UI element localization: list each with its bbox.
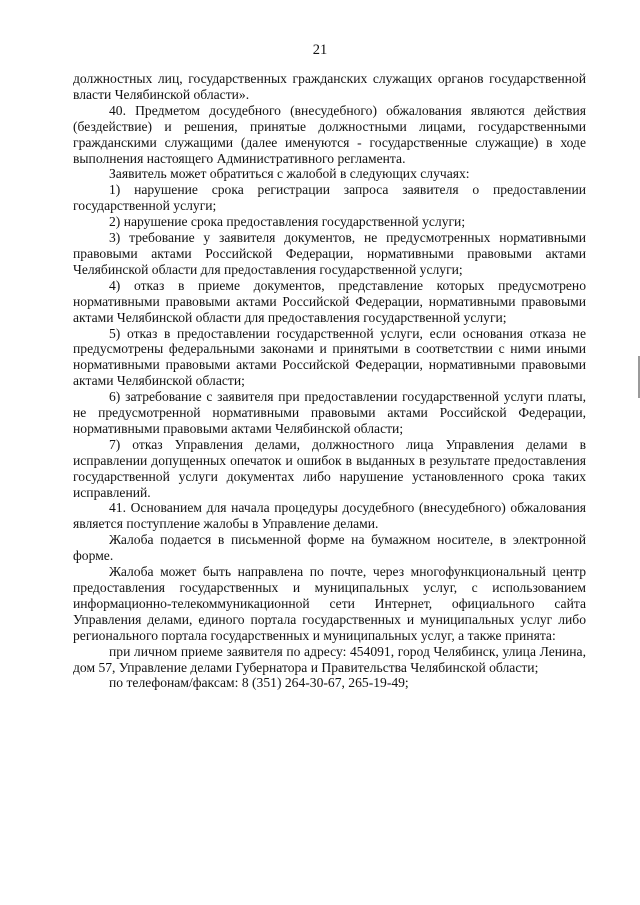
list-item-4: 4) отказ в приеме документов, представление которых предусмотрено нормативными правовыми актами Российской Федерации, нормативными правовыми актами Челябинской области для предоставления государственной услуги;	[73, 277, 586, 325]
paragraph-p03: Заявитель может обратиться с жалобой в следующих случаях:	[109, 166, 470, 182]
paragraph-p11: 41. Основанием для начала процедуры досудебного (внесудебного) обжалования является поступление жалобы в Управление делами.	[73, 500, 586, 532]
paragraph-p02: 40. Предметом досудебного (внесудебного) обжалования являются действия (бездействие) и решения, принятые должностными лицами, государственными гражданскими служащими (далее именуются - государственные служащие) в ходе выполнения настоящего Административного регламента.	[73, 102, 586, 166]
list-item-3: 3) требование у заявителя документов, не предусмотренных нормативными правовыми актами Российской Федерации, нормативными правовыми актами Челябинской области для предоставления государственной услуги;	[73, 230, 586, 277]
page-number: 21	[312, 42, 328, 58]
list-item-7: 7) отказ Управления делами, должностного лица Управления делами в исправлении допущенных опечаток и ошибок в выданных в результате предоставления государственной услуги документах либо нарушение установленного срока таких исправлений.	[73, 436, 586, 500]
paragraph-p15: по телефонам/факсам: 8 (351) 264-30-67, 265-19-49;	[109, 675, 409, 691]
list-item-5: 5) отказ в предоставлении государственной услуги, если основания отказа не предусмотрены федеральными законами и принятыми в соответствии с ними иными нормативными правовыми актами Российской Федерации, нормативными правовыми актами Челябинской области;	[73, 325, 586, 389]
list-item-2: 2) нарушение срока предоставления государственной услуги;	[109, 214, 466, 230]
list-item-6: 6) затребование с заявителя при предоставлении государственной услуги платы, не предусмотренной нормативными правовыми актами Российской Федерации, нормативными правовыми актами Челябинской области;	[73, 389, 586, 436]
paragraph-p14: при личном приеме заявителя по адресу: 454091, город Челябинск, улица Ленина, дом 57, Управление делами Губернатора и Правительства Челябинской области;	[73, 643, 586, 675]
list-item-1: 1) нарушение срока регистрации запроса заявителя о предоставлении государственной услуги;	[73, 182, 586, 214]
document-body	[73, 71, 586, 691]
paragraph-p13: Жалоба может быть направлена по почте, через многофункциональный центр предоставления государственных и муниципальных услуг, с использованием информационно-телекоммуникационной сети Интернет, официального сайта Управления делами, единого портала государственных и муниципальных услуг либо регионального портала государственных и муниципальных услуг, а также принята:	[73, 564, 586, 643]
paragraph-p01: должностных лиц, государственных гражданских служащих органов государственной власти Челябинской области».	[73, 71, 586, 102]
paragraph-p12: Жалоба подается в письменной форме на бумажном носителе, в электронной форме.	[73, 532, 586, 564]
